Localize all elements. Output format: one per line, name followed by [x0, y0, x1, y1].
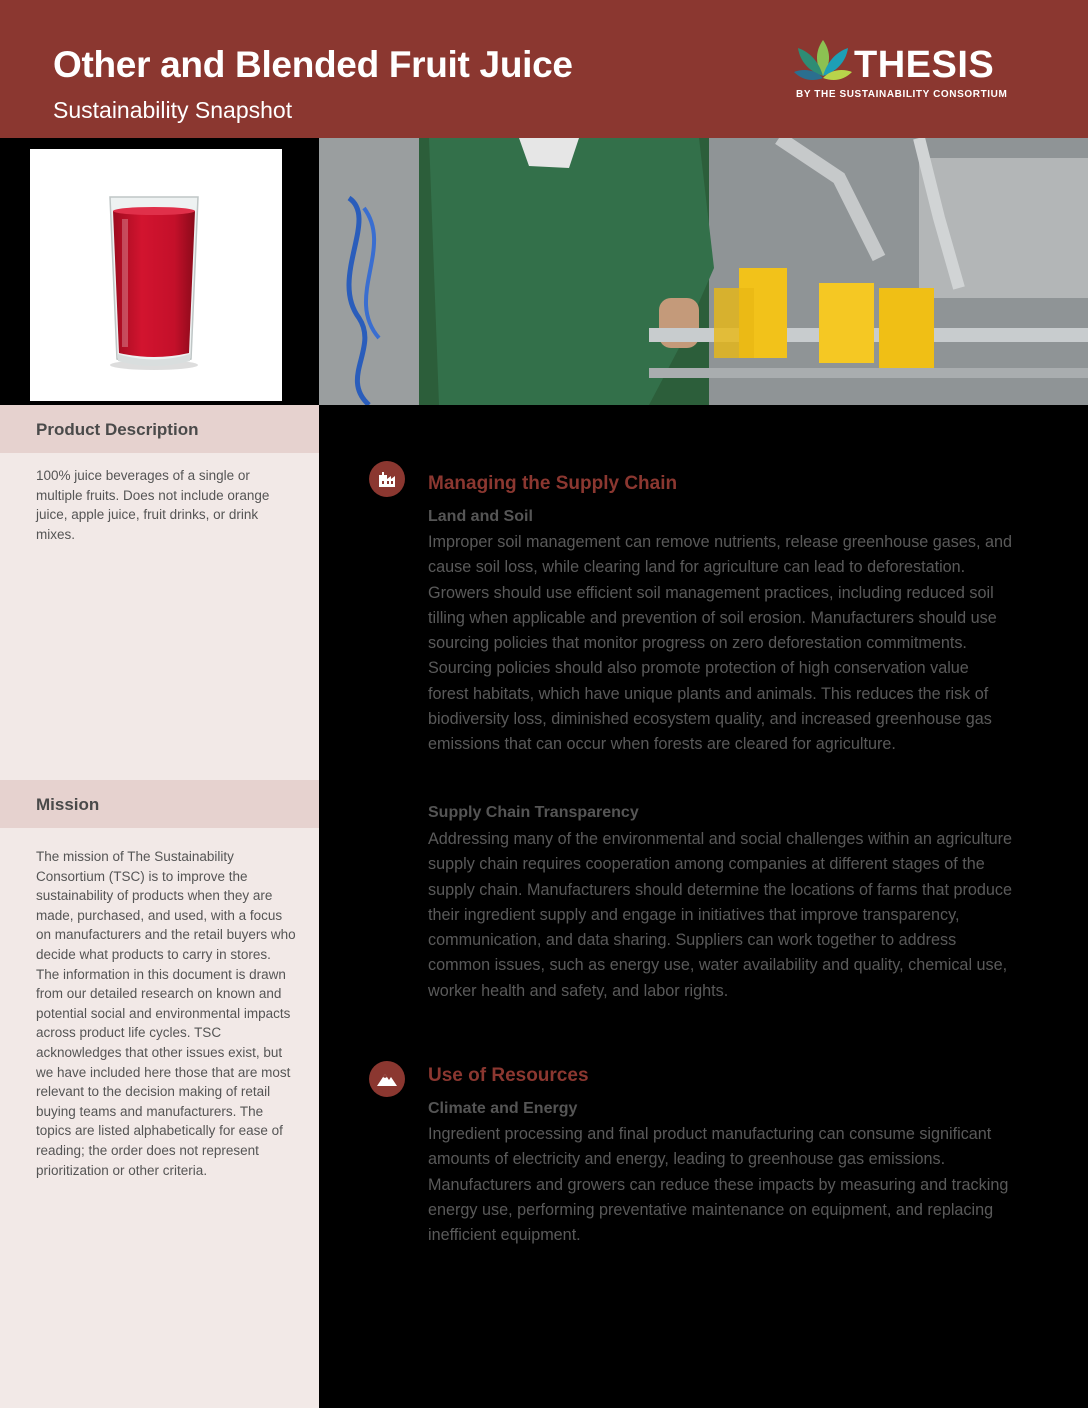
section-title: Managing the Supply Chain: [428, 473, 678, 494]
subsection-text: Ingredient processing and final product manufacturing can consume significant amounts of electricity and energy, leading to greenhouse gas emissions. Manufacturers and growers can reduce these impacts by measuring and tracking energy use, performing preventative maintenance on equipment, and replacing inefficient equipment.: [428, 1125, 1009, 1245]
subsection-text: Improper soil management can remove nutrients, release greenhouse gases, and cause soil loss, while clearing land for agriculture can lead to deforestation. Growers should use efficient soil management practices, including reduced soil tilling when applicable and prevention of soil erosion. Manufacturers should use sourcing policies that monitor progress on zero deforestation commitments. Sourcing policies should also promote protection of high conservation value forest habitats, which have unique plants and animals. This reduces the risk of biodiversity loss, diminished ecosystem quality, and increased greenhouse gas emissions that can occur when forests are cleared for agriculture.: [428, 533, 1012, 754]
sidebar: [0, 405, 319, 1408]
logo-tagline: BY THE SUSTAINABILITY CONSORTIUM: [796, 89, 1008, 100]
section-icon: [369, 1061, 405, 1097]
thesis-logo[interactable]: [792, 36, 1022, 106]
product-description-header: [0, 405, 319, 453]
logo-wordmark: THESIS: [854, 44, 995, 86]
section-title: Use of Resources: [428, 1065, 589, 1086]
mission-text: The mission of The Sustainability Consortium (TSC) is to improve the sustainability of products when they are made, purchased, and used, with a focus on manufacturers and the retail buyers who decide what products to carry in stores. The information in this document is drawn from our detailed research on known and potential social and environmental impacts across product life cycles. TSC acknowledges that other issues exist, but we have included here those that are most relevant to the decision making of retail buying teams and manufacturers. The topics are listed alphabetically for ease of reading; the order does not represent prioritization or other criteria.: [36, 849, 296, 1178]
subsection-heading: Land and Soil: [428, 508, 533, 525]
juice-glass-icon: [30, 149, 282, 401]
header-banner: [0, 0, 1088, 138]
page-subtitle: Sustainability Snapshot: [53, 97, 293, 123]
mission-header: [0, 780, 319, 828]
lotus-icon: [792, 38, 854, 88]
subsection-text: Addressing many of the environmental and social challenges within an agriculture supply chain requires cooperation among companies at different stages of the supply chain. Manufacturers should determine the locations of farms that produce their ingredient supply and engage in initiatives that improve transparency, communication, and data sharing. Suppliers can work together to address common issues, such as energy use, water availability and quality, chemical use, worker health and safety, and labor rights.: [428, 830, 1012, 1000]
subsection-heading: Climate and Energy: [428, 1100, 578, 1117]
juice-photo-panel: [0, 138, 319, 405]
juice-production-line-image: [319, 138, 1088, 405]
factory-icon: [369, 461, 405, 497]
factory-photo: [319, 138, 1088, 405]
product-description-text: 100% juice beverages of a single or multiple fruits. Does not include orange juice, apple juice, fruit drinks, or drink mixes.: [36, 468, 270, 542]
mission-heading: Mission: [36, 795, 100, 814]
section-icon: [369, 461, 405, 497]
subsection-heading: Supply Chain Transparency: [428, 804, 639, 821]
mountain-icon: [369, 1061, 405, 1097]
product-description-heading: Product Description: [36, 420, 199, 439]
juice-glass-image: [30, 149, 282, 401]
page-title: Other and Blended Fruit Juice: [53, 44, 573, 85]
